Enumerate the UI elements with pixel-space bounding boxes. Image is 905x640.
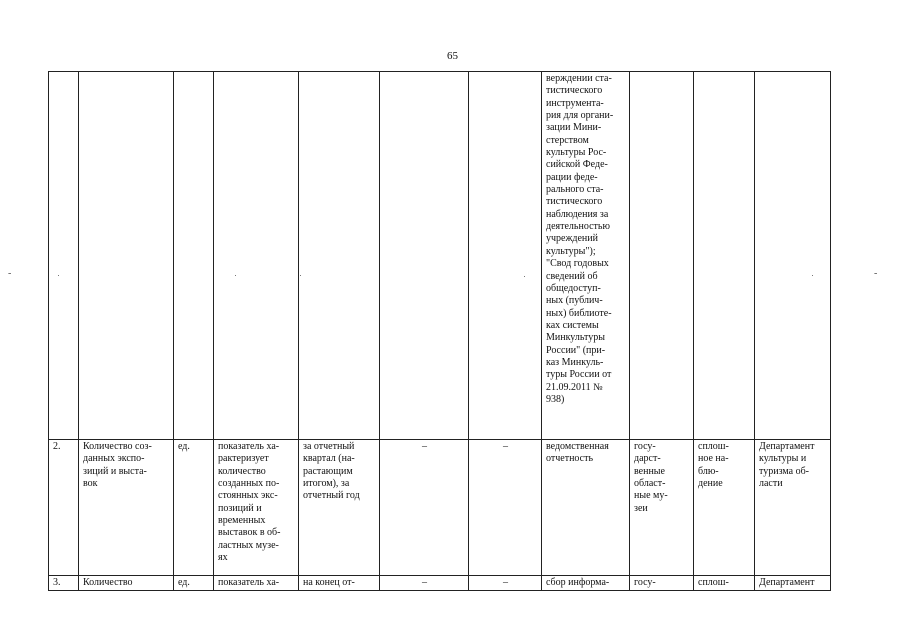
table-cell: – bbox=[469, 576, 542, 591]
table-cell bbox=[630, 72, 694, 440]
left-edge-mark: - bbox=[8, 268, 12, 279]
table-cell: ед. bbox=[174, 440, 214, 576]
table-cell: – bbox=[380, 440, 469, 576]
table-cell bbox=[469, 72, 542, 440]
table-cell bbox=[380, 72, 469, 440]
indicator-table bbox=[48, 71, 831, 591]
table-cell bbox=[214, 72, 299, 440]
table-cell: сплош- ное на- блю- дение bbox=[694, 440, 755, 576]
table-cell: Департамент культуры и туризма об- ласти bbox=[755, 440, 831, 576]
table-cell: Количество соз- данных экспо- зиций и выста- вок bbox=[79, 440, 174, 576]
table-cell: ведомственная отчетность bbox=[542, 440, 630, 576]
table-cell: сплош- bbox=[694, 576, 755, 591]
table-cell: Департамент bbox=[755, 576, 831, 591]
table-cell: 3. bbox=[49, 576, 79, 591]
table-cell: Количество bbox=[79, 576, 174, 591]
table-cell bbox=[299, 72, 380, 440]
table-cell bbox=[694, 72, 755, 440]
table-cell: верждении ста- тистического инструмента- рия для органи- зации Мини- стерством культуры Рос- сийской Феде- рации феде- рального ста- тистического наблюдения за деятельностью учреждений культуры"); "Свод годовых сведений об общедоступ- ных (публич- ных) библиоте- ках системы Минкультуры России" (при- каз Минкуль- туры России от 21.09.2011 № 938) bbox=[542, 72, 630, 440]
table-cell bbox=[49, 72, 79, 440]
table-cell: показатель ха- рактеризует количество созданных по- стоянных экс- позиций и временных выставок в об- ластных музе- ях bbox=[214, 440, 299, 576]
table-cell: за отчетный квартал (на- растающим итогом), за отчетный год bbox=[299, 440, 380, 576]
page-number: 65 bbox=[447, 50, 458, 62]
table-row bbox=[49, 72, 831, 440]
table-cell bbox=[174, 72, 214, 440]
table-cell: ед. bbox=[174, 576, 214, 591]
table-cell: 2. bbox=[49, 440, 79, 576]
table-cell: – bbox=[469, 440, 542, 576]
table-row bbox=[49, 576, 831, 591]
table-cell: показатель ха- bbox=[214, 576, 299, 591]
table-cell: – bbox=[380, 576, 469, 591]
table-cell: на конец от- bbox=[299, 576, 380, 591]
table-cell: сбор информа- bbox=[542, 576, 630, 591]
table-row bbox=[49, 440, 831, 576]
table-cell: госу- дарст- венные област- ные му- зеи bbox=[630, 440, 694, 576]
table-cell bbox=[755, 72, 831, 440]
table-cell bbox=[79, 72, 174, 440]
right-edge-mark: - bbox=[874, 268, 878, 279]
table-cell: госу- bbox=[630, 576, 694, 591]
